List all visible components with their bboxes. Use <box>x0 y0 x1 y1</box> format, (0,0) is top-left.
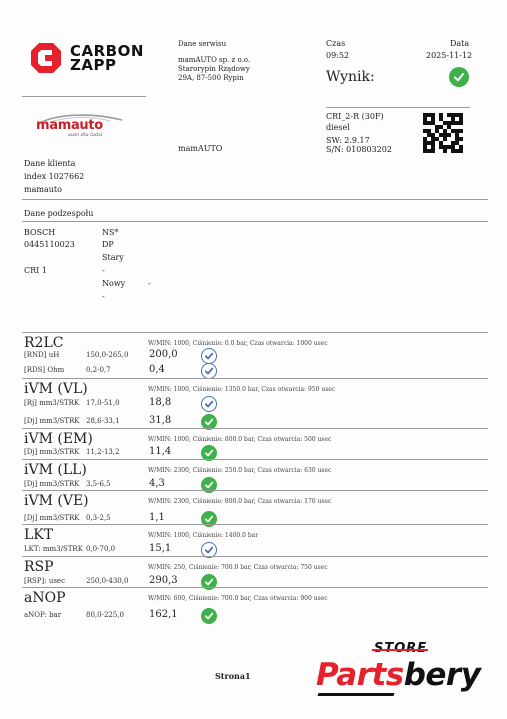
measurement-value: 18,8 <box>149 397 172 408</box>
measurement-label: [RDS] Ohm <box>24 366 65 374</box>
outline-check-icon <box>201 348 217 364</box>
test-name: iVM (EM) <box>24 431 93 447</box>
client-name: mamauto <box>24 185 62 194</box>
test-name: LKT <box>24 527 54 543</box>
test-parameters: W/MIN: 1000, Ciśnienie: 0.0 bar, Czas otwarcia: 1000 usec <box>148 340 328 347</box>
test-name: iVM (LL) <box>24 462 87 478</box>
pass-check-icon <box>201 608 217 624</box>
test-parameters: W/MIN: 1000, Ciśnienie: 1400.0 bar <box>148 532 259 539</box>
component-dash: - <box>102 266 105 275</box>
measurement-range: 150,0-265,0 <box>86 351 129 359</box>
divider <box>22 556 488 557</box>
date-value: 2025-11-12 <box>426 51 473 60</box>
logo-line2: ZAPP <box>70 56 117 74</box>
test-name: iVM (VE) <box>24 493 89 509</box>
measurement-label: [Dj] mm3/STRK <box>24 417 80 425</box>
divider <box>22 524 488 525</box>
component-status-new: Nowy <box>102 279 126 288</box>
test-name: RSP <box>24 559 54 575</box>
measurement-value: 290,3 <box>149 575 178 586</box>
divider <box>22 332 488 333</box>
time-value: 09:52 <box>326 51 350 60</box>
device-sn: S/N: 010803202 <box>326 145 392 154</box>
measurement-range: 250,0-430,0 <box>86 577 129 585</box>
test-parameters: W/MIN: 2300, Ciśnienie: 250.0 bar, Czas otwarcia: 630 usec <box>148 467 332 474</box>
measurement-value: 11,4 <box>149 446 172 457</box>
test-parameters: W/MIN: 250, Ciśnienie: 700.0 bar, Czas otwarcia: 750 usec <box>148 564 328 571</box>
partsbery-logo <box>316 641 496 701</box>
measurement-value: 4,3 <box>149 478 165 489</box>
test-parameters: W/MIN: 600, Ciśnienie: 700.0 bar, Czas otwarcia: 900 usec <box>148 595 328 602</box>
brand-black-text: bery <box>403 657 481 693</box>
component-dash: - <box>102 292 105 301</box>
client-index: index 1027662 <box>24 172 85 181</box>
measurement-label: LKT: mm3/STRK <box>24 545 83 553</box>
measurement-range: 80,0-225,0 <box>86 611 124 619</box>
partsbery-wordmark <box>316 657 480 693</box>
test-parameters: W/MIN: 1000, Ciśnienie: 1350.0 bar, Czas otwarcia: 950 usec <box>148 386 336 393</box>
measurement-range: 0,2-0,7 <box>86 366 111 374</box>
divider <box>22 587 488 588</box>
measurement-value: 31,8 <box>149 415 172 426</box>
measurement-range: 3,5-6,5 <box>86 480 111 488</box>
measurement-range: 11,2-13,2 <box>86 448 120 456</box>
divider <box>317 693 394 696</box>
outline-check-icon <box>201 396 217 412</box>
divider <box>22 378 488 379</box>
measurement-range: 28,6-33,1 <box>86 417 120 425</box>
device-model: CRI_2-R (30F) <box>326 112 384 121</box>
test-parameters: W/MIN: 1000, Ciśnienie: 800.0 bar, Czas otwarcia: 500 usec <box>148 436 332 443</box>
service-name: mamAUTO sp. z o.o. <box>178 56 251 64</box>
measurement-label: [Dj] mm3/STRK <box>24 448 80 456</box>
measurement-value: 1,1 <box>149 512 165 523</box>
brand-red-text: Parts <box>316 657 404 693</box>
outline-check-icon <box>201 363 217 379</box>
component-brand: BOSCH <box>24 228 56 237</box>
test-name: iVM (VL) <box>24 381 88 397</box>
mamauto-logo-text: mamauto <box>36 118 103 133</box>
device-fuel: diesel <box>326 123 350 132</box>
measurement-label: [Rj] mm3/STRK <box>24 399 80 407</box>
service-short-name: mamAUTO <box>178 144 223 153</box>
divider <box>22 428 488 429</box>
component-type: CRI 1 <box>24 266 47 275</box>
service-address-1: Starorypin Rządowy <box>178 65 250 73</box>
measurement-value: 0,4 <box>149 364 165 375</box>
time-label: Czas <box>326 39 346 48</box>
client-title: Dane klienta <box>24 159 76 168</box>
measurement-value: 200,0 <box>149 349 178 360</box>
measurement-range: 0,0-70,0 <box>86 545 116 553</box>
measurement-range: 0,3-2,5 <box>86 514 111 522</box>
result-label: Wynik: <box>326 69 375 85</box>
measurement-value: 15,1 <box>149 543 172 554</box>
measurement-range: 17,0-51,0 <box>86 399 120 407</box>
divider <box>22 490 488 491</box>
measurement-label: [RND] uH <box>24 351 60 359</box>
test-name: R2LC <box>24 335 64 351</box>
test-name: aNOP <box>24 590 66 606</box>
divider <box>372 649 428 651</box>
date-label: Data <box>450 39 470 48</box>
logo-line1: CARBON <box>70 42 144 60</box>
measurement-label: [Dj] mm3/STRK <box>24 514 80 522</box>
divider <box>22 459 488 460</box>
component-dp-label: DP <box>102 240 114 249</box>
component-status-old: Stary <box>102 253 124 262</box>
component-title: Dane podzespołu <box>24 209 94 218</box>
measurement-label: [RSP]: usec <box>24 577 65 585</box>
page-number: Strona1 <box>215 671 251 681</box>
component-dash: - <box>148 279 151 288</box>
measurement-value: 162,1 <box>149 609 178 620</box>
service-address-2: 29A, 87-500 Rypin <box>178 74 244 82</box>
service-label: Dane serwisu <box>178 40 227 48</box>
mamauto-slogan: auto dla ludzi <box>68 132 103 138</box>
device-sw: SW: 2.9.17 <box>326 136 370 145</box>
measurement-label: aNOP: bar <box>24 611 62 619</box>
component-part-number: 0445110023 <box>24 240 75 249</box>
test-parameters: W/MIN: 2300, Ciśnienie: 800.0 bar, Czas otwarcia: 170 usec <box>148 498 332 505</box>
measurement-label: [Dj] mm3/STRK <box>24 480 80 488</box>
component-ns-label: NS* <box>102 228 119 237</box>
